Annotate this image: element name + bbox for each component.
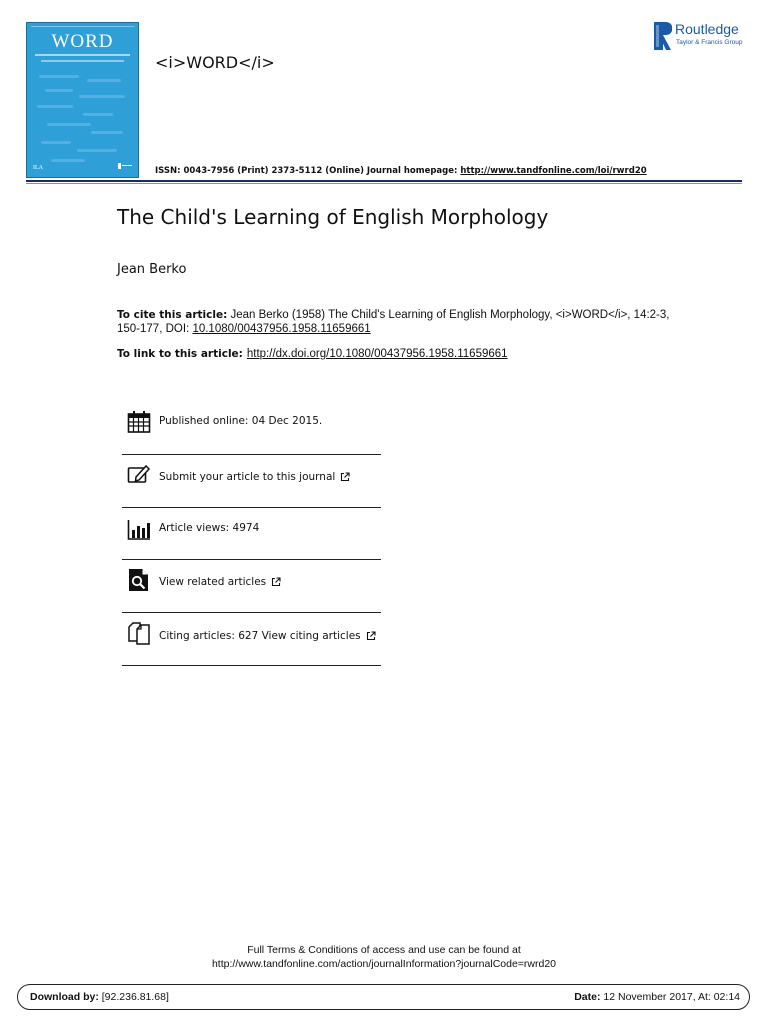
download-date: 12 November 2017, At: 02:14 bbox=[600, 991, 740, 1003]
cover-subtitle-line bbox=[35, 54, 130, 56]
header-divider-thin bbox=[26, 183, 742, 184]
download-footer bbox=[17, 984, 750, 1010]
citing-documents-icon bbox=[127, 621, 151, 645]
article-link-line bbox=[117, 348, 508, 360]
citing-articles-label: Citing articles: 627 View citing articles bbox=[159, 630, 361, 642]
cover-publisher-mark bbox=[118, 163, 132, 171]
article-author: Jean Berko bbox=[117, 262, 187, 277]
terms-line: Full Terms & Conditions of access and use can be found at bbox=[247, 944, 521, 956]
terms-notice bbox=[0, 943, 768, 971]
citation-doi-link[interactable]: 10.1080/00437956.1958.11659661 bbox=[192, 323, 371, 335]
publisher-logo[interactable] bbox=[652, 20, 747, 50]
article-title: The Child's Learning of English Morphology bbox=[117, 205, 549, 229]
cover-journal-logo: WORD bbox=[51, 31, 114, 52]
related-articles-item[interactable] bbox=[122, 560, 381, 613]
publisher-tagline: Taylor & Francis Group bbox=[676, 39, 743, 46]
article-link-label: To link to this article: bbox=[117, 348, 243, 360]
citing-articles-item[interactable] bbox=[122, 613, 381, 666]
download-label: Download by: bbox=[30, 991, 99, 1003]
citation-block bbox=[117, 308, 677, 336]
published-online-item bbox=[122, 400, 381, 455]
article-views-text: Article views: 4974 bbox=[159, 522, 260, 534]
date-label: Date: bbox=[574, 991, 601, 1003]
article-views-item bbox=[122, 508, 381, 560]
related-articles-link[interactable] bbox=[159, 576, 281, 588]
journal-homepage-link[interactable]: http://www.tandfonline.com/loi/rwrd20 bbox=[460, 166, 647, 176]
issn-text: ISSN: 0043-7956 (Print) 2373-5112 (Online) Journal homepage: bbox=[155, 166, 461, 176]
download-date-info bbox=[574, 991, 740, 1003]
document-search-icon bbox=[127, 568, 151, 592]
article-info-list bbox=[122, 400, 381, 666]
citation-text: Jean Berko (1958) The Child's Learning of English Morphology, <i>WORD</i>, 14:2-3, 150-177, DOI: bbox=[117, 309, 670, 335]
published-online-text: Published online: 04 Dec 2015. bbox=[159, 415, 323, 427]
issn-line bbox=[155, 166, 647, 176]
download-info bbox=[30, 991, 169, 1003]
submit-article-link[interactable] bbox=[159, 471, 350, 483]
journal-cover-image bbox=[26, 22, 139, 178]
cover-rule bbox=[31, 26, 134, 27]
download-ip: [92.236.81.68] bbox=[98, 991, 169, 1003]
external-link-icon bbox=[340, 472, 350, 482]
terms-url-link[interactable]: http://www.tandfonline.com/action/journalInformation?journalCode=rwrd20 bbox=[211, 958, 557, 970]
cover-ila-mark: ILA bbox=[33, 165, 43, 171]
header-divider bbox=[26, 180, 742, 182]
external-link-icon bbox=[366, 631, 376, 641]
article-doi-url[interactable]: http://dx.doi.org/10.1080/00437956.1958.11659661 bbox=[246, 348, 508, 360]
submit-article-label: Submit your article to this journal bbox=[159, 471, 336, 483]
journal-title: <i>WORD</i> bbox=[155, 53, 275, 72]
related-articles-label: View related articles bbox=[159, 576, 267, 588]
citing-articles-link[interactable] bbox=[159, 630, 376, 642]
external-link-icon bbox=[271, 577, 281, 587]
citation-label: To cite this article: bbox=[117, 309, 228, 321]
publisher-name: Routledge bbox=[675, 21, 739, 37]
bar-chart-icon bbox=[127, 517, 151, 541]
submit-article-item[interactable] bbox=[122, 455, 381, 508]
cover-subtitle-line bbox=[41, 60, 124, 62]
edit-icon bbox=[127, 463, 151, 487]
calendar-icon bbox=[127, 410, 151, 434]
routledge-r-icon bbox=[652, 22, 672, 50]
